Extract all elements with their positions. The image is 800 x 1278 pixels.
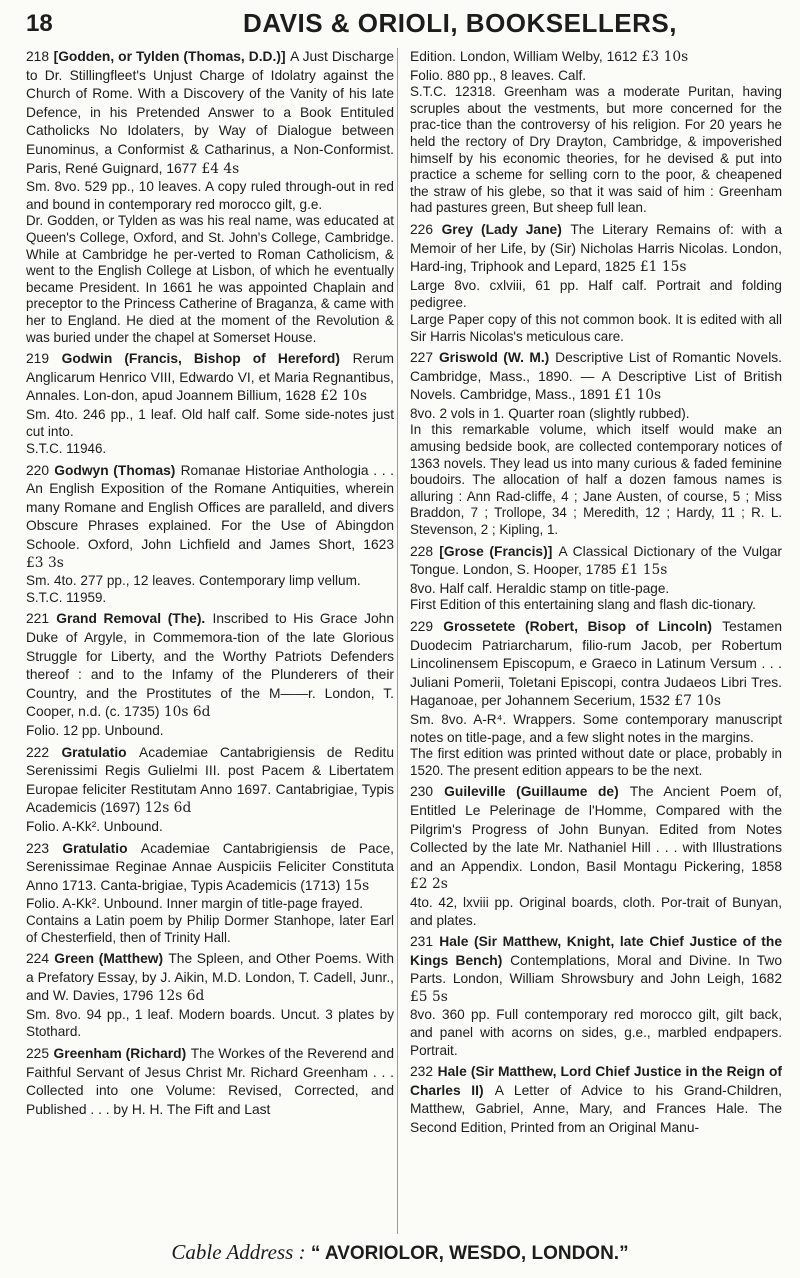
entry-author: [Grose (Francis)]	[439, 543, 553, 559]
entry-number: 223	[26, 840, 50, 856]
entry-author: Guileville (Guillaume de)	[444, 784, 619, 800]
entry-note: S.T.C. 11946.	[26, 441, 107, 457]
catalogue-entry	[410, 221, 782, 345]
entry-title: Romanae Historiae Anthologia . . . An English Exposition of the Romane Antiquities, wherein many Romane and English Offices are paralleld, and divers Obscure Phrases explained. For the Use of Abingdon Schoole. Oxford, John Lichfield and James Short, 1623	[26, 462, 395, 553]
catalogue-entry	[410, 933, 782, 1059]
entry-heading	[410, 618, 782, 711]
catalogue-entry	[26, 462, 394, 607]
entry-number: 221	[26, 611, 50, 627]
entry-heading	[410, 349, 782, 405]
entry-number: 231	[410, 934, 434, 950]
entry-heading	[26, 744, 394, 818]
entry-number: 220	[26, 462, 50, 478]
entry-title: The Literary Remains of: with a Memoir of her Life, by (Sir) Nicholas Harris Nicolas. London, Hard-ing, Triphook and Lepard, 1825	[410, 221, 782, 275]
entry-description: Sm. 4to. 277 pp., 12 leaves. Contemporary limp vellum.	[26, 573, 361, 589]
entry-title: Rerum Anglicarum Henrico VIII, Edwardo VI, et Maria Regnantibus, Annales. Lon-don, apud Joannem Billium, 1628	[26, 351, 394, 404]
entry-heading	[26, 950, 394, 1006]
entry-heading	[410, 933, 782, 1006]
entry-description: Folio. 12 pp. Unbound.	[26, 722, 164, 738]
entry-heading	[410, 543, 782, 580]
entry-number: 219	[26, 351, 50, 367]
entry-heading	[410, 1063, 782, 1137]
entry-price: £3 3s	[26, 554, 64, 571]
entry-number: 232	[410, 1064, 434, 1080]
entry-title: The Ancient Poem of, Entitled Le Pelerinage de l'Homme, Compared with the Pilgrim's Progress of John Bunyan. Edited from Notes Collected by the late Mr. Nathaniel Hill . . . with Illustrations and an Appendix. London, Basil Montagu Pickering, 1858	[410, 784, 782, 874]
entry-description: Folio. A-Kk². Unbound. Inner margin of title-page frayed.	[26, 896, 363, 912]
entry-note: First Edition of this entertaining slang and flash dic-tionary.	[410, 597, 756, 613]
entry-author: Gratulatio	[62, 840, 128, 856]
entry-number: 229	[410, 619, 434, 634]
entry-title: Inscribed to His Grace John Duke of Argyle, in Commemora-tion of the late Glorious Struggle for Liberty, and the Worthy Patriots Defenders thereof : and to the Infamy of the Plunderers of their Country, and the Prostitutes of the M——r. London, T. Cooper, n.d. (c. 1735)	[26, 611, 395, 720]
catalogue-entry	[410, 618, 782, 779]
entry-author: Godwyn (Thomas)	[54, 462, 176, 478]
entry-price: 12s 6d	[144, 800, 192, 817]
entry-description: Folio. 880 pp., 8 leaves. Calf.	[410, 67, 587, 83]
entry-number: 230	[410, 784, 434, 800]
entry-title: A Just Discharge to Dr. Stillingfleet's Unjust Charge of Idolatry against the Church of Rome. With a Discovery of the Vanity of his late Defence, in his Pretended Answer to a Book Entituled Catholicks No Idolaters, by Way of Dialogue between Eunominus, a Conformist & Catharinus, a Non-Conformist. Paris, René Guignard, 1677	[26, 49, 395, 176]
entry-description: Sm. 8vo. 94 pp., 1 leaf. Modern boards. Uncut. 3 plates by Stothard.	[26, 1006, 394, 1040]
entry-number: 224	[26, 951, 50, 967]
entry-price: £4 4s	[201, 160, 240, 177]
entry-note: Large Paper copy of this not common book. It is edited with all Sir Harris Nicolas's meticulous care.	[410, 311, 782, 344]
entry-heading	[26, 48, 394, 178]
catalogue-entry	[26, 840, 394, 947]
entry-price: 15s	[344, 877, 370, 894]
right-column	[410, 48, 782, 1142]
entry-author: Grand Removal (The).	[56, 611, 206, 627]
entry-heading	[410, 783, 782, 894]
catalogue-entry	[410, 349, 782, 539]
entry-note: Contains a Latin poem by Philip Dormer Stanhope, later Earl of Chesterfield, then of Trinity Hall.	[26, 912, 394, 945]
entry-title: Contemplations, Moral and Divine. In Two Parts. London, William Shrowsbury and John Leigh, 1682	[410, 952, 783, 987]
entry-description: Large 8vo. cxlviii, 61 pp. Half calf. Portrait and folding pedigree.	[410, 277, 782, 311]
entry-description: Sm. 8vo. A-R⁴. Wrappers. Some contemporary manuscript notes on title-page, and a few slight notes in the margins.	[410, 711, 782, 745]
entry-title: Edition. London, William Welby, 1612	[410, 49, 638, 64]
entry-title: Academiae Cantabrigiensis de Pace, Serenissimae Reginae Annae Auspiciis Feliciter Constituta Anno 1713. Canta-brigiae, Typis Academicis (1713)	[26, 840, 394, 893]
entry-title: Academiae Cantabrigiensis de Reditu Serenissimi Regis Gulielmi III. post Pacem & Libertatem Europae feliciter Restitutam Anno 1697. Cantabrigiae, Typis Academicis (1697)	[26, 744, 394, 816]
entry-heading	[26, 462, 394, 573]
entry-description: Sm. 8vo. 529 pp., 10 leaves. A copy ruled through-out in red and bound in contemporary red morocco gilt, g.e.	[26, 179, 394, 212]
entry-author: Grossetete (Robert, Bisop of Lincoln)	[443, 619, 712, 634]
entry-heading	[26, 610, 394, 722]
entry-heading	[26, 840, 394, 896]
entry-price: 10s 6d	[163, 704, 211, 721]
column-divider	[397, 48, 398, 1234]
entry-heading	[410, 48, 782, 67]
page-footer	[0, 1240, 800, 1265]
catalogue-entry	[410, 48, 782, 217]
entry-author: Hale (Sir Matthew, Knight, late Chief Justice of the Kings Bench)	[410, 934, 783, 968]
entry-number: 218	[26, 49, 50, 64]
catalogue-entry	[410, 543, 782, 614]
running-head: DAVIS & ORIOLI, BOOKSELLERS,	[243, 8, 677, 38]
entry-number: 222	[26, 744, 50, 760]
entry-title: Descriptive List of Romantic Novels. Cambridge, Mass., 1890. — A Descriptive List of British Novels. Cambridge, Mass., 1891	[410, 350, 783, 403]
entry-description: 4to. 42, lxviii pp. Original boards, cloth. Por-trait of Bunyan, and plates.	[410, 894, 782, 928]
catalogue-entry	[26, 48, 394, 346]
entry-title: A Classical Dictionary of the Vulgar Tongue. London, S. Hooper, 1785	[410, 543, 783, 578]
entry-heading	[26, 350, 394, 406]
left-column	[26, 48, 394, 1123]
entry-author: [Godden, or Tylden (Thomas, D.D.)]	[53, 49, 286, 64]
entry-price: £1 10s	[614, 387, 662, 404]
entry-price: £3 10s	[641, 49, 689, 65]
entry-price: £2 2s	[410, 876, 448, 893]
entry-price: £1 15s	[639, 259, 687, 276]
entry-note: The first edition was printed without date or place, probably in 1520. The present edition appears to be the next.	[410, 746, 782, 778]
entry-price: 12s 6d	[157, 988, 205, 1005]
entry-note: Dr. Godden, or Tylden as was his real name, was educated at Queen's College, Oxford, and St. John's College, Cambridge. While at Cambridge he per-verted to Roman Catholicism, & went to the English College at Lisbon, of which he eventually became President. In 1661 he was appointed Chaplain and preceptor to the Princess Catherine of Braganza, & came with her to England. He died at the moment of the Revolution & was buried under the chapel at Somerset House.	[26, 213, 394, 345]
catalogue-entry	[410, 1063, 782, 1137]
catalogue-entry	[26, 744, 394, 836]
entry-title: Testamen Duodecim Patriarcharum, filio-rum Jacob, per Robertum Lincolinensem Episcopum, e Graeco in Latinum Versum . . . Juliani Pomerii, Toletani Episcopi, contra Judaeos Libri Tres. Haganoae, per Johannem Secerium, 1532	[410, 619, 782, 709]
entry-heading	[26, 1045, 394, 1119]
entry-title: The Workes of the Reverend and Faithful Servant of Jesus Christ Mr. Richard Greenham . . . Collected into one Volume: Revised, Corrected, and Published . . . by H. H. The Fift and Last	[26, 1046, 395, 1117]
page-header	[0, 6, 800, 40]
entry-description: 8vo. 360 pp. Full contemporary red morocco gilt, gilt back, and panel with acorns on sides, g.e., marbled endpapers. Portrait.	[410, 1007, 782, 1058]
entry-note: In this remarkable volume, which itself would make an amusing bedside book, are collected contemporary notices of 1363 novels. They lead us into many curious & faded feminine boudoirs. The allocation of half a dozen famous names is alluring : Ann Rad-cliffe, 4 ; Jane Austen, of course, 5 ; Miss Braddon, 7 ; Trollope, 34 ; Meredith, 12 ; Hardy, 11 ; R. L. Stevenson, 2 ; Kipling, 1.	[410, 422, 782, 538]
entry-number: 225	[26, 1046, 50, 1062]
entry-number: 226	[410, 221, 434, 237]
cable-address: “ AVORIOLOR, WESDO, LONDON.”	[310, 1243, 629, 1264]
entry-number: 227	[410, 350, 434, 366]
entry-title: The Spleen, and Other Poems. With a Prefatory Essay, by J. Aikin, M.D. London, T. Cadell, Junr., and W. Davies, 1796	[26, 951, 395, 1004]
catalogue-entry	[26, 1045, 394, 1119]
entry-description: Folio. A-Kk². Unbound.	[26, 818, 163, 834]
entry-note: S.T.C. 12318. Greenham was a moderate Puritan, having scruples about the vestments, but more concerned for the prac-tice than the controversy of his religion. For 20 years he held the rectory of Dry Drayton, Cambridge, & impoverished himself by his economic theories, for he devised & put into practice a scheme for selling corn to the poor, & cheapened the straw of his glebe, so that it was said of him : Greenham had pastures green, But sheep full lean.	[410, 84, 782, 216]
catalogue-entry	[26, 950, 394, 1041]
page-number: 18	[26, 10, 53, 37]
entry-description: Sm. 4to. 246 pp., 1 leaf. Old half calf. Some side-notes just cut into.	[26, 406, 394, 440]
catalogue-entry	[26, 610, 394, 739]
entry-heading	[410, 221, 782, 277]
entry-author: Godwin (Francis, Bishop of Hereford)	[61, 351, 340, 367]
entry-author: Greenham (Richard)	[53, 1046, 187, 1062]
entry-price: £1 15s	[620, 562, 668, 579]
entry-price: £7 10s	[674, 693, 721, 710]
entry-price: £5 5s	[410, 988, 448, 1005]
entry-author: Griswold (W. M.)	[438, 350, 550, 366]
entry-number: 228	[410, 543, 434, 559]
entry-description: 8vo. 2 vols in 1. Quarter roan (slightly rubbed).	[410, 405, 690, 421]
entry-author: Gratulatio	[61, 744, 127, 760]
entry-title: A Letter of Advice to his Grand-Children, Matthew, Gabriel, Anne, Mary, and Frances Hale. The Second Edition, Printed from an Original Manu-	[410, 1082, 782, 1136]
entry-price: £2 10s	[320, 388, 367, 405]
entry-author: Green (Matthew)	[54, 951, 164, 967]
entry-author: Grey (Lady Jane)	[441, 221, 562, 237]
catalogue-entry	[26, 350, 394, 458]
entry-description: 8vo. Half calf. Heraldic stamp on title-page.	[410, 580, 670, 596]
cable-label: Cable Address :	[171, 1240, 306, 1264]
catalogue-entry	[410, 783, 782, 929]
entry-note: S.T.C. 11959.	[26, 589, 107, 605]
entry-author: Hale (Sir Matthew, Lord Chief Justice in the Reign of Charles II)	[410, 1064, 782, 1098]
